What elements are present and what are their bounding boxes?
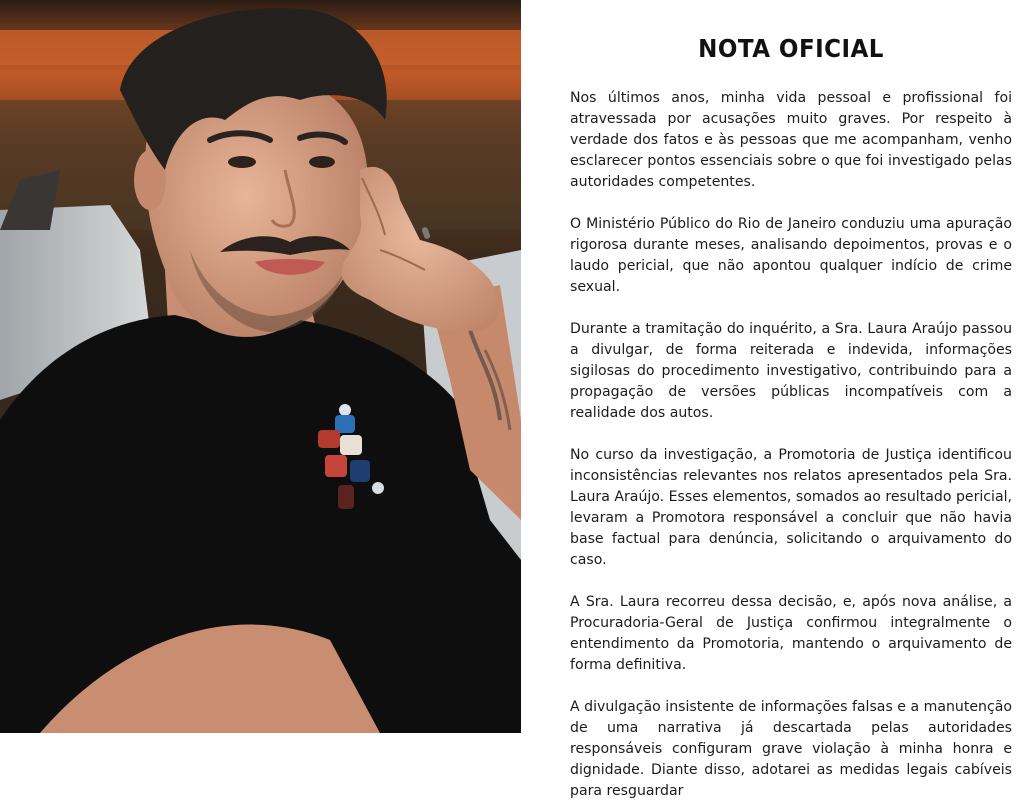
page-title: NOTA OFICIAL bbox=[698, 34, 884, 63]
paragraph-2: O Ministério Público do Rio de Janeiro conduziu uma apuração rigorosa durante meses, analisando depoimentos, provas e o laudo pericial, que não apontou qualquer indício de crime sexual. bbox=[570, 216, 1012, 295]
paragraph-6: A divulgação insistente de informações falsas e a manutenção de uma narrativa já descartada pelas autoridades responsáveis configuram grave violação à minha honra e dignidade. Diante disso, adotarei as medidas legais cabíveis para resguardar bbox=[570, 699, 1012, 799]
right-eye bbox=[309, 156, 335, 168]
paragraph-5: A Sra. Laura recorreu dessa decisão, e, após nova análise, a Procuradoria-Geral de Justiça confirmou integralmente o entendimento da Promotoria, mantendo o arquivamento de forma definitiva. bbox=[570, 594, 1012, 673]
portrait-photo bbox=[0, 0, 521, 733]
left-eye bbox=[228, 156, 256, 168]
statement-text-panel bbox=[521, 0, 1024, 799]
portrait-illustration bbox=[0, 0, 521, 733]
paragraph-3: Durante a tramitação do inquérito, a Sra. Laura Araújo passou a divulgar, de forma reiterada e indevida, informações sigilosas do procedimento investigativo, contribuindo para a propagação de versões públicas incompatíveis com a realidade dos autos. bbox=[570, 321, 1012, 421]
paragraph-4: No curso da investigação, a Promotoria de Justiça identificou inconsistências relevantes nos relatos apresentados pela Sra. Laura Araújo. Esses elementos, somados ao resultado pericial, levaram a Promotora responsável a concluir que não havia base factual para denúncia, solicitando o arquivamento do caso. bbox=[570, 447, 1012, 568]
paragraph-1: Nos últimos anos, minha vida pessoal e profissional foi atravessada por acusações muito graves. Por respeito à verdade dos fatos e às pessoas que me acompanham, venho esclarecer pontos essenciais sobre o que foi investigado pelas autoridades competentes. bbox=[570, 90, 1012, 190]
